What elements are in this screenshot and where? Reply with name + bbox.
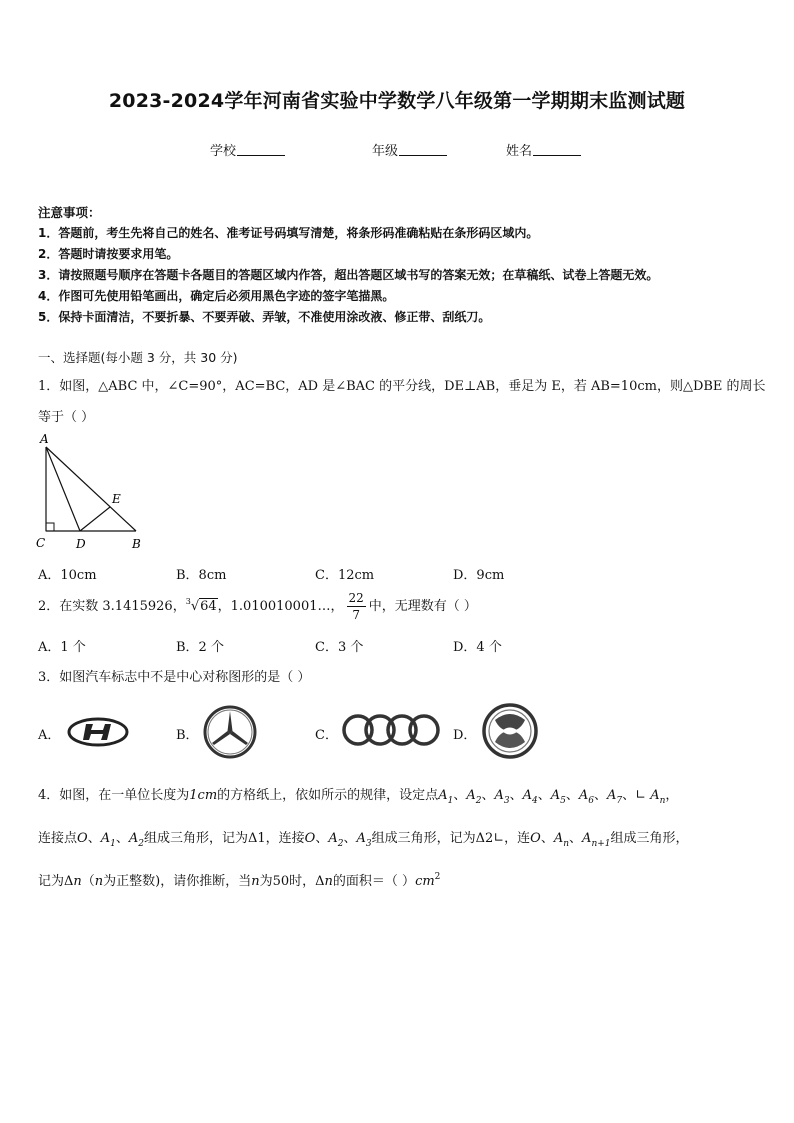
q4-text: （ xyxy=(81,874,95,889)
point-o: O xyxy=(530,831,541,846)
section-heading: 一、选择题(每小题 3 分，共 30 分) xyxy=(38,350,238,365)
point-sub: 3 xyxy=(503,796,510,806)
point-a: A xyxy=(356,831,366,846)
question-2-text xyxy=(38,590,477,625)
point-sub: 2 xyxy=(337,839,344,849)
point-sub: 2 xyxy=(475,796,482,806)
point-sub: n xyxy=(659,796,666,806)
fraction xyxy=(347,590,366,623)
q1-option-d: D．9cm xyxy=(453,568,505,583)
q4-text: 4．如图，在一单位长度为 xyxy=(38,788,190,803)
q2-option-a: A．1 个 xyxy=(38,640,86,655)
hyundai-logo-icon xyxy=(66,714,130,750)
var-n: n xyxy=(324,874,333,889)
point-sub: 6 xyxy=(588,796,595,806)
q2-prefix: 2．在实数 3.1415926， xyxy=(38,599,186,614)
school-label: 学校 xyxy=(210,144,237,159)
page-title: 2023-2024学年河南省实验中学数学八年级第一学期期末监测试题 xyxy=(108,90,686,112)
q3-option-c: C． xyxy=(315,728,338,743)
label-c: C xyxy=(36,536,46,550)
label-e: E xyxy=(112,492,121,506)
point-sub: 3 xyxy=(365,839,372,849)
point-o: O xyxy=(304,831,316,846)
notice-item: 5．保持卡面清洁，不要折暴、不要弄破、弄皱，不准使用涂改液、修正带、刮纸刀。 xyxy=(38,310,491,324)
q4-text: 组成三角形，记为Δ1，连接 xyxy=(143,831,305,846)
q2-middle: ，1.010010001…， xyxy=(217,599,344,614)
radical-sign: √ xyxy=(190,599,200,614)
notice-item: 1．答题前，考生先将自己的姓名、准考证号码填写清楚，将条形码准确粘贴在条形码区域内。 xyxy=(38,226,539,240)
q1-option-b: B．8cm xyxy=(176,568,227,583)
q2-option-c: C．3 个 xyxy=(315,640,364,655)
q2-option-b: B．2 个 xyxy=(176,640,224,655)
point-a: A xyxy=(522,788,532,803)
q4-text: 连接点 xyxy=(38,831,78,846)
point-sub: 4 xyxy=(532,796,538,806)
unit-cm: cm xyxy=(415,874,435,889)
point-a: A xyxy=(128,831,139,846)
question-1-text-cont: 等于（ ） xyxy=(38,410,95,425)
q4-text: 为正整数)，请你推断，当 xyxy=(103,874,252,889)
point-a: A xyxy=(494,788,504,803)
point-sub: 1 xyxy=(447,796,454,806)
var-n: n xyxy=(94,874,104,889)
point-a: A xyxy=(582,831,592,846)
point-a: A xyxy=(578,788,589,803)
grade-blank xyxy=(399,143,447,156)
label-d: D xyxy=(76,537,86,551)
name-field xyxy=(506,140,581,159)
label-b: B xyxy=(132,537,141,551)
q4-text: 的面积＝（ ） xyxy=(332,874,416,889)
q4-text: 组成三角形， xyxy=(610,831,689,846)
point-a: A xyxy=(550,788,561,803)
q4-text: 组成三角形，记为Δ2∟，连 xyxy=(371,831,531,846)
point-sub: n xyxy=(563,839,570,849)
name-label: 姓名 xyxy=(506,144,533,159)
mercedes-logo-icon xyxy=(202,704,258,760)
superscript: 2 xyxy=(434,872,441,882)
point-a: A xyxy=(553,831,564,846)
question-4-line-1: 4．如图，在一单位长度为1cm的方格纸上，依如所示的规律，设定点$A_1$、$A_2$、$A_3$、$A_4$、$A_5$、$A_6$、$A_7$、∟ $A_n$， xyxy=(38,788,679,806)
point-sub: 2 xyxy=(138,839,144,849)
question-1-text: 1．如图，△ABC 中，∠C=90°，AC=BC，AD 是∠BAC 的平分线，DE⊥AB，垂足为 E，若 AB=10cm，则△DBE 的周长 xyxy=(38,379,766,394)
fraction-denominator: 7 xyxy=(352,608,360,622)
label-a: A xyxy=(40,432,49,446)
q3-option-a: A． xyxy=(38,728,61,743)
q1-option-c: C．12cm xyxy=(315,568,375,583)
dongfeng-logo-icon xyxy=(480,702,542,760)
q4-text: 为50时，Δ xyxy=(259,874,325,889)
cube-root-radicand: 64 xyxy=(200,599,217,614)
point-sub: 7 xyxy=(616,796,623,806)
question-4-line-3 xyxy=(38,870,440,889)
fraction-numerator: 22 xyxy=(348,591,364,605)
audi-logo-icon xyxy=(340,712,440,748)
var-n: n xyxy=(73,874,82,889)
point-a: A xyxy=(466,788,476,803)
q2-suffix: 中，无理数有（ ） xyxy=(368,599,477,614)
school-field xyxy=(210,140,285,159)
point-sub: 1 xyxy=(110,839,116,849)
question-4-line-2: 连接点O、$A_1$、$A_2$组成三角形，记为Δ1，连接O、$A_2$、$A_3$组成三角形，记为Δ2∟，连O、$A_n$、$A_{n+1}$组成三角形， xyxy=(38,831,689,849)
notice-heading: 注意事项： xyxy=(38,205,101,220)
var-n: n xyxy=(251,874,260,889)
point-sub: n+1 xyxy=(591,839,611,849)
point-o: O xyxy=(77,831,88,846)
q4-text: 的方格纸上，依如所示的规律，设定点 xyxy=(217,788,439,803)
notice-item: 3．请按照题号顺序在答题卡各题目的答题区域内作答，超出答题区域书写的答案无效；在草稿纸、试卷上答题无效。 xyxy=(38,268,659,282)
ellipsis: ∟ xyxy=(635,788,647,803)
q1-option-a: A．10cm xyxy=(38,568,97,583)
notice-item: 2．答题时请按要求用笔。 xyxy=(38,247,179,261)
unit-cm: 1cm xyxy=(189,788,218,803)
school-blank xyxy=(237,143,285,156)
name-blank xyxy=(533,143,581,156)
grade-field xyxy=(372,140,447,159)
point-a: A xyxy=(438,788,448,803)
q2-option-d: D．4 个 xyxy=(453,640,502,655)
q3-option-d: D． xyxy=(453,728,477,743)
point-sub: 5 xyxy=(560,796,566,806)
grade-label: 年级 xyxy=(372,144,399,159)
point-a: A xyxy=(650,788,660,803)
point-a: A xyxy=(328,831,338,846)
question-3-text: 3．如图汽车标志中不是中心对称图形的是（ ） xyxy=(38,670,311,685)
point-a: A xyxy=(100,831,111,846)
q4-text: 记为Δ xyxy=(38,874,74,889)
cube-root-index: 3 xyxy=(185,597,191,606)
point-a: A xyxy=(607,788,617,803)
notice-item: 4．作图可先使用铅笔画出，确定后必须用黑色字迹的签字笔描黑。 xyxy=(38,289,395,303)
q3-option-b: B． xyxy=(176,728,199,743)
triangle-figure xyxy=(30,430,150,555)
